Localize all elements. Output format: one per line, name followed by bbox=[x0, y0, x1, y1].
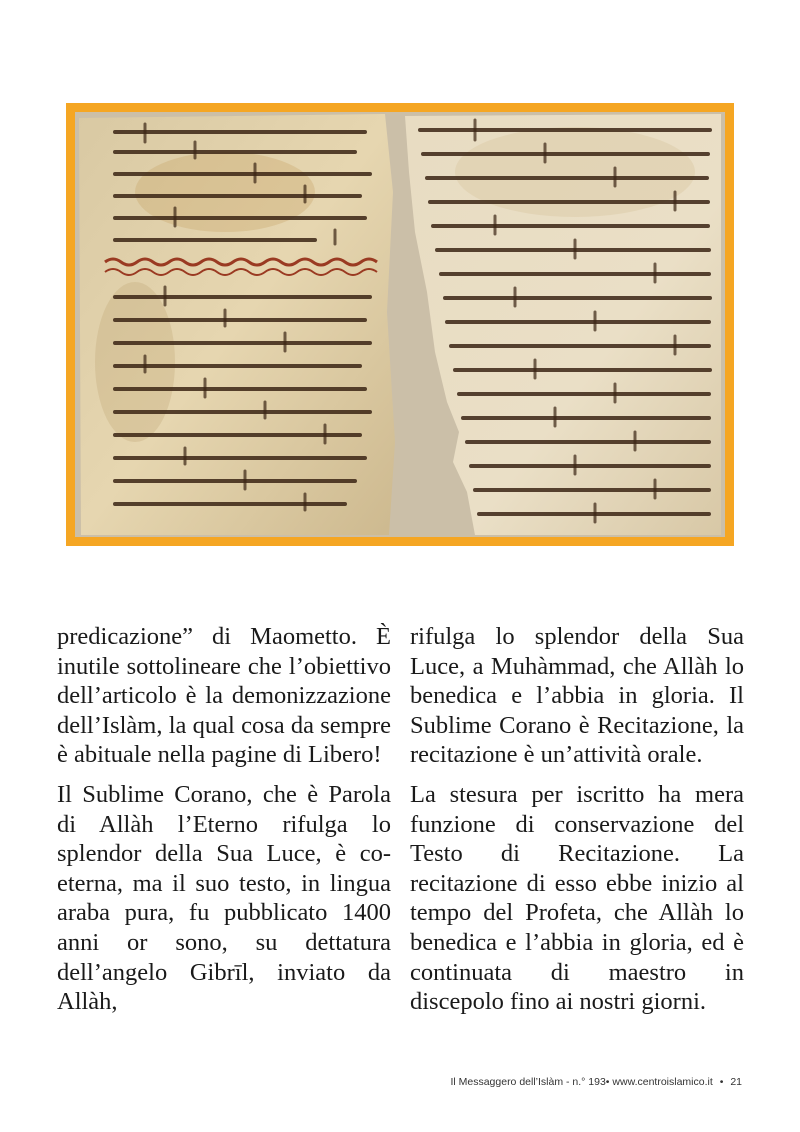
paragraph: rifulga lo splendor della Sua Luce, a Muhàmmad, che Allàh lo benedica e l’abbia in gloria. Il Sublime Corano è Recitazione, la recitazione è un’attività orale. bbox=[410, 623, 744, 769]
text-column-left bbox=[57, 622, 391, 1027]
website-link[interactable]: www.centroislamico.it bbox=[612, 1076, 713, 1088]
page-number: 21 bbox=[730, 1076, 742, 1088]
paragraph: La stesura per iscritto ha mera funzione di conservazione del Testo di Recitazione. La recitazione di esso ebbe inizio al tempo del Profeta, che Allàh lo benedica e l’abbia in gloria, ed è continuata di maestro in discepolo fino ai nostri giorni. bbox=[410, 780, 744, 1016]
manuscript-photo bbox=[75, 112, 725, 537]
publication-name: Il Messaggero dell’Islàm - n.° 193• bbox=[450, 1076, 610, 1088]
manuscript-image bbox=[75, 112, 725, 537]
paragraph: predicazione” di Maometto. È inutile sottolineare che l’obiettivo dell’articolo è la demonizzazione dell’Islàm, la qual cosa da sempre è abituale nella pagine di Libero! bbox=[57, 623, 391, 769]
page-footer bbox=[450, 1076, 742, 1088]
paragraph: Il Sublime Corano, che è Parola di Allàh l’Eterno rifulga lo splendor della Sua Luce, è co-eterna, ma il suo testo, in lingua araba pura, fu pubblicato 1400 anni or sono, su dettatura dell’angelo Gibrīl, inviato da Allàh, bbox=[57, 780, 391, 1016]
text-column-right bbox=[410, 622, 744, 1027]
manuscript-figure-frame bbox=[66, 103, 734, 546]
footer-separator: • bbox=[719, 1076, 724, 1088]
